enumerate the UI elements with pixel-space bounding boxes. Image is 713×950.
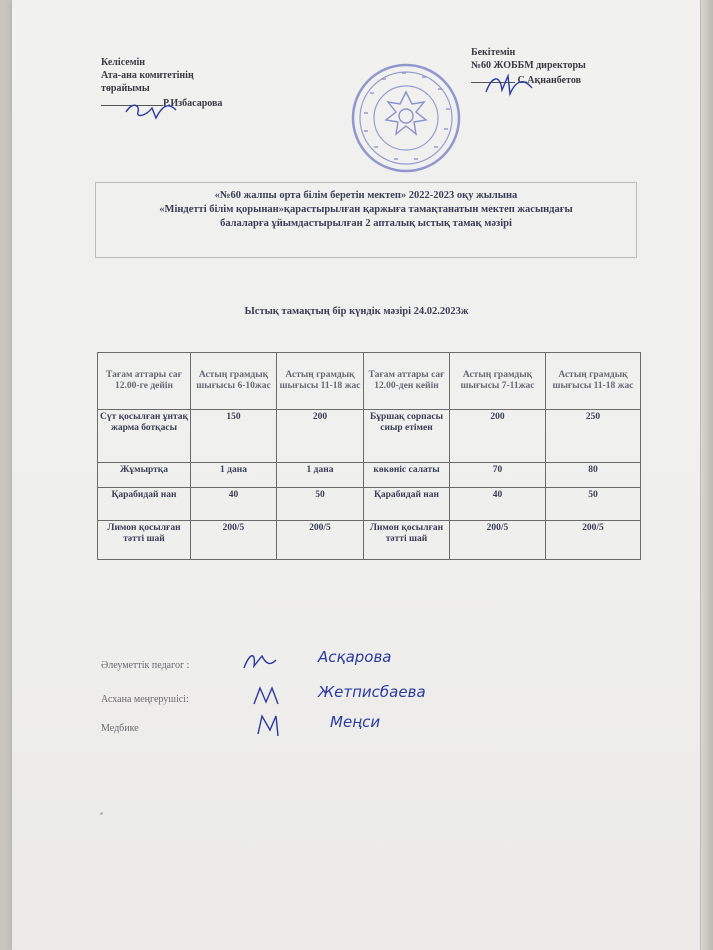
cook-initial-signature xyxy=(250,682,284,710)
daily-menu-title: Ыстық тамақтың бір күндік мәзірі 24.02.2023ж xyxy=(244,306,469,317)
table-cell: 150 xyxy=(191,410,277,463)
approval-left-signer: Р.Избасарова xyxy=(163,98,223,109)
menu-title-box xyxy=(95,182,637,258)
title-line3: балаларға ұйымдастырылған 2 апталық ыстық тамақ мәзірі xyxy=(220,218,512,229)
right-handwritten-signature xyxy=(480,70,540,100)
table-header: Астың грамдық шығысы 11-18 жас xyxy=(546,353,641,410)
table-cell: 50 xyxy=(277,488,364,521)
table-cell: 70 xyxy=(450,463,546,488)
table-row xyxy=(98,410,641,463)
table-cell: 200/5 xyxy=(191,521,277,560)
table-cell: 40 xyxy=(450,488,546,521)
pedagog-handwritten-name: Асқарова xyxy=(318,648,392,666)
table-cell: Бұршақ сорпасы сиыр етімен xyxy=(364,410,450,463)
approval-left-line2: Ата-ана комитетінің xyxy=(101,70,194,81)
nurse-handwritten-name: Меңси xyxy=(330,713,381,731)
table-cell: Лимон қосылған тәтті шай xyxy=(98,521,191,560)
table-cell: Жұмыртқа xyxy=(98,463,191,488)
page-mark xyxy=(100,812,103,815)
table-cell: Лимон қосылған тәтті шай xyxy=(364,521,450,560)
pedagog-label: Әлеуметтік педагог : xyxy=(101,660,190,671)
table-cell: Қарабидай нан xyxy=(98,488,191,521)
left-handwritten-signature xyxy=(118,96,188,124)
table-cell: 80 xyxy=(546,463,641,488)
table-cell: 200/5 xyxy=(277,521,364,560)
table-header: Тағам аттары сағ 12.00-ден кейін xyxy=(364,353,450,410)
approval-left-line3: төрайымы xyxy=(101,83,150,94)
table-header: Тағам аттары сағ 12.00-ге дейін xyxy=(98,353,191,410)
table-cell: Қарабидай нан xyxy=(364,488,450,521)
table-cell: 1 дана xyxy=(277,463,364,488)
title-line1: «№60 жалпы орта білім беретін мектеп» 2022-2023 оқу жылына xyxy=(214,190,518,201)
menu-table xyxy=(97,352,641,560)
table-row xyxy=(98,521,641,560)
approval-left-line1: Келісемін xyxy=(101,57,146,68)
table-cell: 200/5 xyxy=(450,521,546,560)
table-row xyxy=(98,488,641,521)
nurse-initial-signature xyxy=(254,710,288,740)
nurse-label: Медбике xyxy=(101,723,139,734)
pedagog-initial-signature xyxy=(240,648,280,676)
cook-label: Асхана меңгерушісі: xyxy=(101,694,189,705)
table-cell: көкөніс салаты xyxy=(364,463,450,488)
school-stamp xyxy=(350,62,462,174)
table-header: Астың грамдық шығысы 7-11жас xyxy=(450,353,546,410)
approval-right-line1: Бекітемін xyxy=(471,47,516,58)
cook-handwritten-name: Жетписбаева xyxy=(318,683,426,701)
table-row xyxy=(98,463,641,488)
table-cell: Сүт қосылған ұнтақ жарма ботқасы xyxy=(98,410,191,463)
table-cell: 1 дана xyxy=(191,463,277,488)
approval-right-signer: С.Ақнанбетов xyxy=(517,75,581,86)
table-cell: 200 xyxy=(277,410,364,463)
table-cell: 200 xyxy=(450,410,546,463)
table-header-row xyxy=(98,353,641,410)
table-cell: 50 xyxy=(546,488,641,521)
table-header: Астың грамдық шығысы 11-18 жас xyxy=(277,353,364,410)
table-cell: 250 xyxy=(546,410,641,463)
table-header: Астың грамдық шығысы 6-10жас xyxy=(191,353,277,410)
title-line2: «Міндетті білім қорынан»қарастырылған қаржыға тамақтанатын мектеп жасындағы xyxy=(159,204,573,215)
table-cell: 200/5 xyxy=(546,521,641,560)
approval-right-line2: №60 ЖОББМ директоры xyxy=(471,60,586,71)
page-edge xyxy=(701,0,713,950)
table-cell: 40 xyxy=(191,488,277,521)
